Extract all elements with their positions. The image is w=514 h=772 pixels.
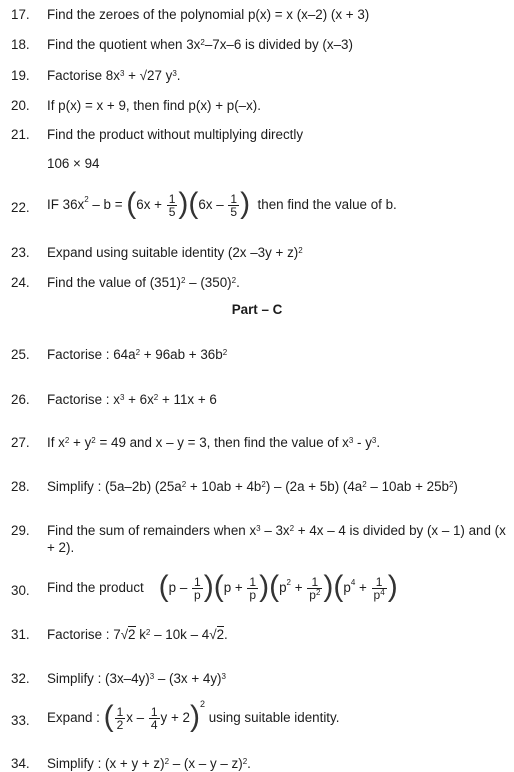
question-number: 26. xyxy=(11,392,30,407)
question-text: Find the product without multiplying directly xyxy=(47,127,304,142)
question-text: If $x^2 + y^2 = 49$ and x – y = 3, then find the value of $x^3 - y^3$. xyxy=(47,435,381,450)
question-text: Simplify : (5a‒2b) $(25a^2 + 10ab + 4b^2) - (2a + 5b)$ $(4a^2 - 10ab + 25b^2)$ xyxy=(47,479,458,494)
question-text: Find the sum of remainders when $x^3 - 3x^2 + 4x - 4$ is divided by (x – 1) and (x + 2). xyxy=(47,523,506,555)
question-number: 18. xyxy=(11,37,30,52)
question-text: Find the product (p – $\frac{1}{p}$ )(p + $\frac{1}{p}$ )($p^2$ + $\frac{1}{p^2}$ )($p^4$ + $\frac{1}{p^4}$ ) xyxy=(47,569,398,603)
question-subtext: 106 × 94 xyxy=(47,156,100,171)
question-text: If p(x) = x + 9, then find p(x) + p(‒x). xyxy=(47,98,261,113)
question-text: Expand : ( $\frac{1}{2}$ x – $\frac{1}{4}$ y + 2)$^2$ using suitable identity. xyxy=(47,699,340,733)
question-number: 17. xyxy=(11,7,30,22)
question-text: Simplify : (3x‒4y)$^3$ – $(3x + 4y)^3$ xyxy=(47,671,226,686)
question-number: 21. xyxy=(11,127,30,142)
question-number: 32. xyxy=(11,671,30,686)
question-number: 27. xyxy=(11,435,30,450)
question-text: Find the quotient when $3x^2‒7x‒6$ is divided by (x‒3) xyxy=(47,37,353,52)
question-text: Factorise : $x^3 + 6x^2 + 11x + 6$ xyxy=(47,392,217,407)
question-number: 28. xyxy=(11,479,30,494)
question-number: 29. xyxy=(11,523,30,538)
question-number: 20. xyxy=(11,98,30,113)
question-text: Expand using suitable identity (2x ‒3y + z)$^2$ xyxy=(47,245,303,260)
question-number: 19. xyxy=(11,68,30,83)
section-heading: Part – C xyxy=(231,302,283,317)
question-text: Factorise : $64a^2 + 96ab + 36b^2$ xyxy=(47,347,228,362)
question-text: Find the zeroes of the polynomial p(x) = x (x‒2) (x + 3) xyxy=(47,7,370,22)
question-number: 34. xyxy=(11,756,30,771)
question-text: Factorise $8x^3 + √27$ $y^3$. xyxy=(47,68,181,83)
question-number: 24. xyxy=(11,275,30,290)
question-number: 23. xyxy=(11,245,30,260)
question-text: IF $36x^2 - b = (6x$ + $\frac{1}{5}$ )(6x – $\frac{1}{5}$ ) then find the value of b. xyxy=(47,186,397,220)
question-number: 30. xyxy=(11,583,30,598)
question-number: 25. xyxy=(11,347,30,362)
question-number: 22. xyxy=(11,200,30,215)
question-text: Simplify : $(x + y + z)^2 - (x - y - z)^2$. xyxy=(47,756,251,771)
question-number: 31. xyxy=(11,627,30,642)
question-text: Find the value of $(351)^2 - (350)^2$. xyxy=(47,275,240,290)
question-text: Factorise : 7√2 $k^2 - 10k - 4√2$. xyxy=(47,627,228,642)
question-number: 33. xyxy=(11,713,30,728)
